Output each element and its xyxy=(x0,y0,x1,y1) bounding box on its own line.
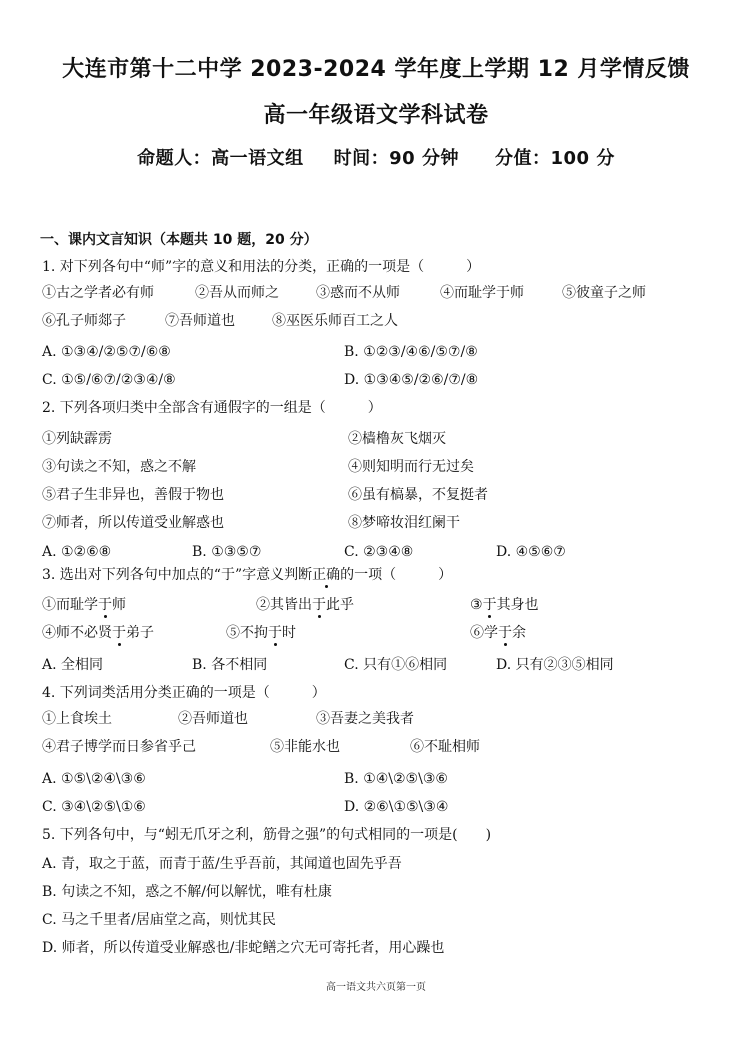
exam-time: 时间：90 分钟 xyxy=(333,148,459,169)
q1-item: ⑧巫医乐师百工之人 xyxy=(272,313,398,329)
q3-stem: 3. 选出对下列各句中加点的“于”字意义判断正确的一项（ ） xyxy=(42,567,453,583)
exam-author: 命题人：高一语文组 xyxy=(137,148,304,169)
q2-item: ⑤君子生非异也，善假于物也 xyxy=(42,487,224,503)
q1-item: ②吾从而师之 xyxy=(195,285,279,301)
q4-option-d[interactable]: D. ②⑥\①⑤\③④ xyxy=(344,799,449,815)
q3-option-c[interactable]: C. 只有①⑥相同 xyxy=(344,657,448,673)
q2-item: ⑦师者，所以传道受业解惑也 xyxy=(42,515,224,531)
q4-option-c[interactable]: C. ③④\②⑤\①⑥ xyxy=(42,799,146,815)
exam-meta xyxy=(0,144,752,170)
q1-option-a[interactable]: A. ①③④/②⑤⑦/⑥⑧ xyxy=(42,344,171,360)
q3-item: ⑤不拘于时 xyxy=(226,625,296,641)
exam-title: 大连市第十二中学 2023-2024 学年度上学期 12 月学情反馈 xyxy=(62,57,690,82)
q5-option-d[interactable]: D. 师者，所以传道受业解惑也/非蛇鳝之穴无可寄托者，用心躁也 xyxy=(42,940,445,956)
q3-item: ①而耻学于师 xyxy=(42,597,126,613)
exam-subtitle: 高一年级语文学科试卷 xyxy=(263,103,489,128)
q1-item: ③惑而不从师 xyxy=(316,285,400,301)
q5-stem: 5. 下列各句中，与“蚓无爪牙之利，筋骨之强”的句式相同的一项是( ) xyxy=(42,827,492,843)
q4-item: ①上食埃土 xyxy=(42,711,112,727)
q1-item: ④而耻学于师 xyxy=(440,285,524,301)
q4-item: ③吾妻之美我者 xyxy=(316,711,414,727)
q3-item: ③于其身也 xyxy=(470,597,539,613)
q2-item: ③句读之不知，惑之不解 xyxy=(42,459,196,475)
q4-item: ②吾师道也 xyxy=(178,711,248,727)
q1-item: ⑤彼童子之师 xyxy=(562,285,646,301)
q2-item: ①列缺霹雳 xyxy=(42,431,112,447)
exam-score: 分值：100 分 xyxy=(494,148,615,169)
q2-option-a[interactable]: A. ①②⑥⑧ xyxy=(42,544,112,560)
q2-item: ⑧梦啼妆泪红阑干 xyxy=(348,515,460,531)
q1-option-b[interactable]: B. ①②③/④⑥/⑤⑦/⑧ xyxy=(344,344,478,360)
q3-option-a[interactable]: A. 全相同 xyxy=(42,657,104,673)
q4-option-b[interactable]: B. ①④\②⑤\③⑥ xyxy=(344,771,448,787)
q2-option-c[interactable]: C. ②③④⑧ xyxy=(344,544,414,560)
page-footer: 高一语文共六页第一页 xyxy=(326,982,426,993)
q4-item: ④君子博学而日参省乎己 xyxy=(42,739,196,755)
q1-option-c[interactable]: C. ①⑤/⑥⑦/②③④/⑧ xyxy=(42,372,176,388)
q4-item: ⑤非能水也 xyxy=(270,739,340,755)
q3-option-b[interactable]: B. 各不相同 xyxy=(192,657,268,673)
q3-item: ④师不必贤于弟子 xyxy=(42,625,154,641)
q2-item: ④则知明而行无过矣 xyxy=(348,459,474,475)
q5-option-a[interactable]: A. 青，取之于蓝，而青于蓝/生乎吾前，其闻道也固先乎吾 xyxy=(42,856,402,872)
q4-stem: 4. 下列词类活用分类正确的一项是（ ） xyxy=(42,685,326,701)
q3-option-d[interactable]: D. 只有②③⑤相同 xyxy=(496,657,614,673)
section-heading: 一、课内文言知识（本题共 10 题，20 分） xyxy=(40,232,318,248)
q4-option-a[interactable]: A. ①⑤\②④\③⑥ xyxy=(42,771,146,787)
q3-item: ②其皆出于此乎 xyxy=(256,597,354,613)
q2-stem: 2. 下列各项归类中全部含有通假字的一组是（ ） xyxy=(42,400,382,416)
q1-item: ⑦吾师道也 xyxy=(165,313,235,329)
q1-item: ①古之学者必有师 xyxy=(42,285,154,301)
q1-stem: 1. 对下列各句中“师”字的意义和用法的分类，正确的一项是（ ） xyxy=(42,259,481,275)
q4-item: ⑥不耻相师 xyxy=(410,739,480,755)
q2-option-b[interactable]: B. ①③⑤⑦ xyxy=(192,544,262,560)
q3-item: ⑥学于余 xyxy=(470,625,526,641)
q2-option-d[interactable]: D. ④⑤⑥⑦ xyxy=(496,544,566,560)
q2-item: ⑥虽有槁暴，不复挺者 xyxy=(348,487,488,503)
q5-option-b[interactable]: B. 句读之不知，惑之不解/何以解忧，唯有杜康 xyxy=(42,884,332,900)
q2-item: ②樯橹灰飞烟灭 xyxy=(348,431,446,447)
q1-item: ⑥孔子师郯子 xyxy=(42,313,126,329)
q5-option-c[interactable]: C. 马之千里者/居庙堂之高，则忧其民 xyxy=(42,912,276,928)
q1-option-d[interactable]: D. ①③④⑤/②⑥/⑦/⑧ xyxy=(344,372,479,388)
